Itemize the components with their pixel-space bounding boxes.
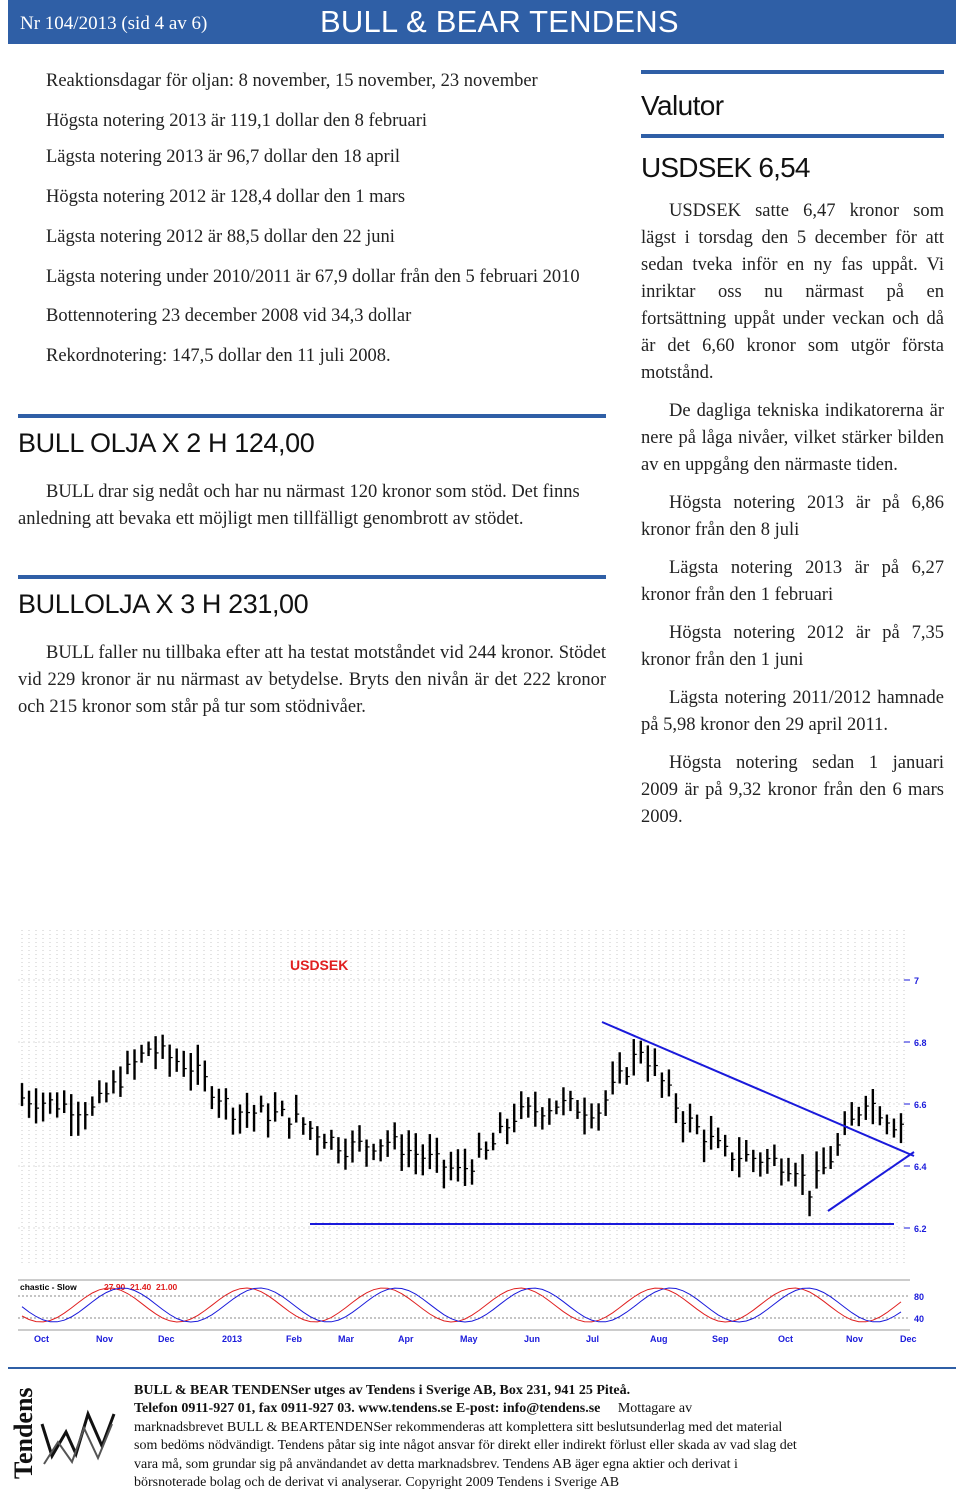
section-title-bullolja-x3: BULLOLJA X 3 H 231,00 bbox=[18, 589, 309, 619]
y-tick-label: 6.4 bbox=[914, 1162, 927, 1172]
oil-low-2010-2011: Lägsta notering under 2010/2011 är 67,9 dollar från den 5 februari 2010 bbox=[46, 267, 580, 287]
logo-text: Tendens bbox=[9, 1387, 38, 1479]
section-divider bbox=[18, 575, 606, 579]
oil-bottom-record: Bottennotering 23 december 2008 vid 34,3 dollar bbox=[46, 306, 412, 326]
indicator-tick-label: 80 bbox=[914, 1292, 925, 1302]
usdsek-text-1: USDSEK satte 6,47 kronor som lägst i torsdag den 5 december för att sedan tveka inför en ny fas uppåt. Vi inriktar oss nu närmast på en fortsättning uppåt under veckan och då är det 6,60 kronor som utgör första motstånd. bbox=[641, 201, 944, 383]
x-axis-label: Apr bbox=[398, 1334, 414, 1344]
oil-all-time-record: Rekordnotering: 147,5 dollar den 11 juli 2008. bbox=[46, 346, 391, 366]
tendens-logo bbox=[9, 1384, 126, 1484]
footer-contact: Telefon 0911-927 01, fax 0911-927 03. www.tendens.se E-post: info@tendens.se bbox=[134, 1401, 601, 1417]
y-tick-label: 6.8 bbox=[914, 1038, 927, 1048]
currencies-heading: Valutor bbox=[641, 90, 724, 121]
y-tick-label: 7 bbox=[914, 976, 920, 986]
footer-disclaimer-2: som bedöms nödvändigt. Tendens påtar sig inte något ansvar för direkt eller indirekt förlust eller skada av vad slag det bbox=[134, 1438, 797, 1454]
y-tick-label: 6.6 bbox=[914, 1100, 927, 1110]
x-axis-label: May bbox=[460, 1334, 478, 1344]
indicator-value: 27.90 bbox=[104, 1282, 126, 1292]
oil-low-2013: Lägsta notering 2013 är 96,7 dollar den 18 april bbox=[46, 147, 400, 167]
x-axis-label: Jun bbox=[524, 1334, 541, 1344]
section-divider bbox=[641, 134, 944, 138]
usdsek-low-2011-2012: Lägsta notering 2011/2012 hamnade på 5,98 kronor den 29 april 2011. bbox=[641, 688, 944, 735]
usdsek-high-since-2009: Högsta notering sedan 1 januari 2009 är på 9,32 kronor från den 6 mars 2009. bbox=[641, 753, 944, 827]
oil-low-2012: Lägsta notering 2012 är 88,5 dollar den 22 juni bbox=[46, 227, 395, 247]
right-column bbox=[641, 70, 944, 831]
x-axis-label: Nov bbox=[846, 1334, 864, 1344]
footer bbox=[134, 1382, 940, 1492]
section-divider bbox=[18, 414, 606, 418]
chart-title: USDSEK bbox=[290, 957, 349, 973]
oil-reaction-days: Reaktionsdagar för oljan: 8 november, 15 november, 23 november bbox=[46, 71, 538, 91]
footer-contact-row bbox=[134, 1400, 940, 1418]
section-text-bullolja-x3: BULL faller nu tillbaka efter att ha testat motståndet vid 244 kronor. Stödet vid 229 kronor är nu närmast av betydelse. Bryts den nivån är det 222 kronor och 215 kronor som står på tur som stödnivåer. bbox=[18, 643, 606, 717]
usdsek-chart bbox=[14, 924, 946, 1360]
x-axis-label: 2013 bbox=[222, 1334, 243, 1344]
footer-recipient: Mottagare av bbox=[617, 1401, 693, 1417]
indicator-tick-label: 40 bbox=[914, 1314, 925, 1324]
footer-publisher: BULL & BEAR TENDENSer utges av Tendens i Sverige AB, Box 231, 941 25 Piteå. bbox=[134, 1383, 631, 1398]
usdsek-text-2: De dagliga tekniska indikatorerna är nere på låga nivåer, vilket stärker bilden av en uppgång den närmaste tiden. bbox=[641, 401, 944, 475]
usdsek-high-2013: Högsta notering 2013 är på 6,86 kronor från den 8 juli bbox=[641, 493, 944, 540]
section-divider bbox=[641, 70, 944, 74]
issue-number: Nr 104/2013 (sid 4 av 6) bbox=[20, 13, 208, 34]
footer-disclaimer-3: vara må, som grundar sig på användandet av detta marknadsbrev. Tendens AB äger egna aktier och derivat i bbox=[134, 1456, 738, 1472]
footer-copyright: börsnoterade bolag och de derivat vi analyserar. Copyright 2009 Tendens i Sverige AB bbox=[134, 1475, 620, 1491]
page-header bbox=[8, 0, 956, 44]
section-title-bull-olja-x2: BULL OLJA X 2 H 124,00 bbox=[18, 428, 315, 458]
usdsek-high-2012: Högsta notering 2012 är på 7,35 kronor från den 1 juni bbox=[641, 623, 944, 670]
x-axis-label: Oct bbox=[778, 1334, 794, 1344]
section-text-bull-olja-x2: BULL drar sig nedåt och har nu närmast 120 kronor som stöd. Det finns anledning att bevaka ett möjligt men tillfälligt genombrott av stödet. bbox=[18, 482, 580, 529]
footer-disclaimer-1: marknadsbrevet BULL & BEARTENDENSer rekommenderas att komplettera sitt beslutsunderlag med det material bbox=[134, 1419, 783, 1435]
y-tick-label: 6.2 bbox=[914, 1224, 927, 1234]
oil-high-2013: Högsta notering 2013 är 119,1 dollar den 8 februari bbox=[46, 111, 428, 131]
usdsek-low-2013: Lägsta notering 2013 är på 6,27 kronor från den 1 februari bbox=[641, 558, 944, 605]
indicator-value: 21.00 bbox=[156, 1282, 178, 1292]
x-axis-label: Sep bbox=[712, 1334, 729, 1344]
x-axis-label: Nov bbox=[96, 1334, 114, 1344]
indicator-value: 21.40 bbox=[130, 1282, 152, 1292]
x-axis-label: Dec bbox=[158, 1334, 175, 1344]
x-axis-label: Oct bbox=[34, 1334, 50, 1344]
x-axis-label: Dec bbox=[900, 1334, 917, 1344]
x-axis-label: Feb bbox=[286, 1334, 303, 1344]
footer-divider bbox=[8, 1367, 956, 1369]
oil-high-2012: Högsta notering 2012 är 128,4 dollar den 1 mars bbox=[46, 187, 406, 207]
indicator-label: chastic - Slow bbox=[20, 1282, 77, 1292]
left-column bbox=[18, 68, 606, 721]
newsletter-title: BULL & BEAR TENDENS bbox=[320, 4, 679, 39]
x-axis-label: Aug bbox=[650, 1334, 668, 1344]
x-axis-label: Mar bbox=[338, 1334, 355, 1344]
usdsek-heading: USDSEK 6,54 bbox=[641, 152, 810, 183]
x-axis-label: Jul bbox=[586, 1334, 600, 1344]
